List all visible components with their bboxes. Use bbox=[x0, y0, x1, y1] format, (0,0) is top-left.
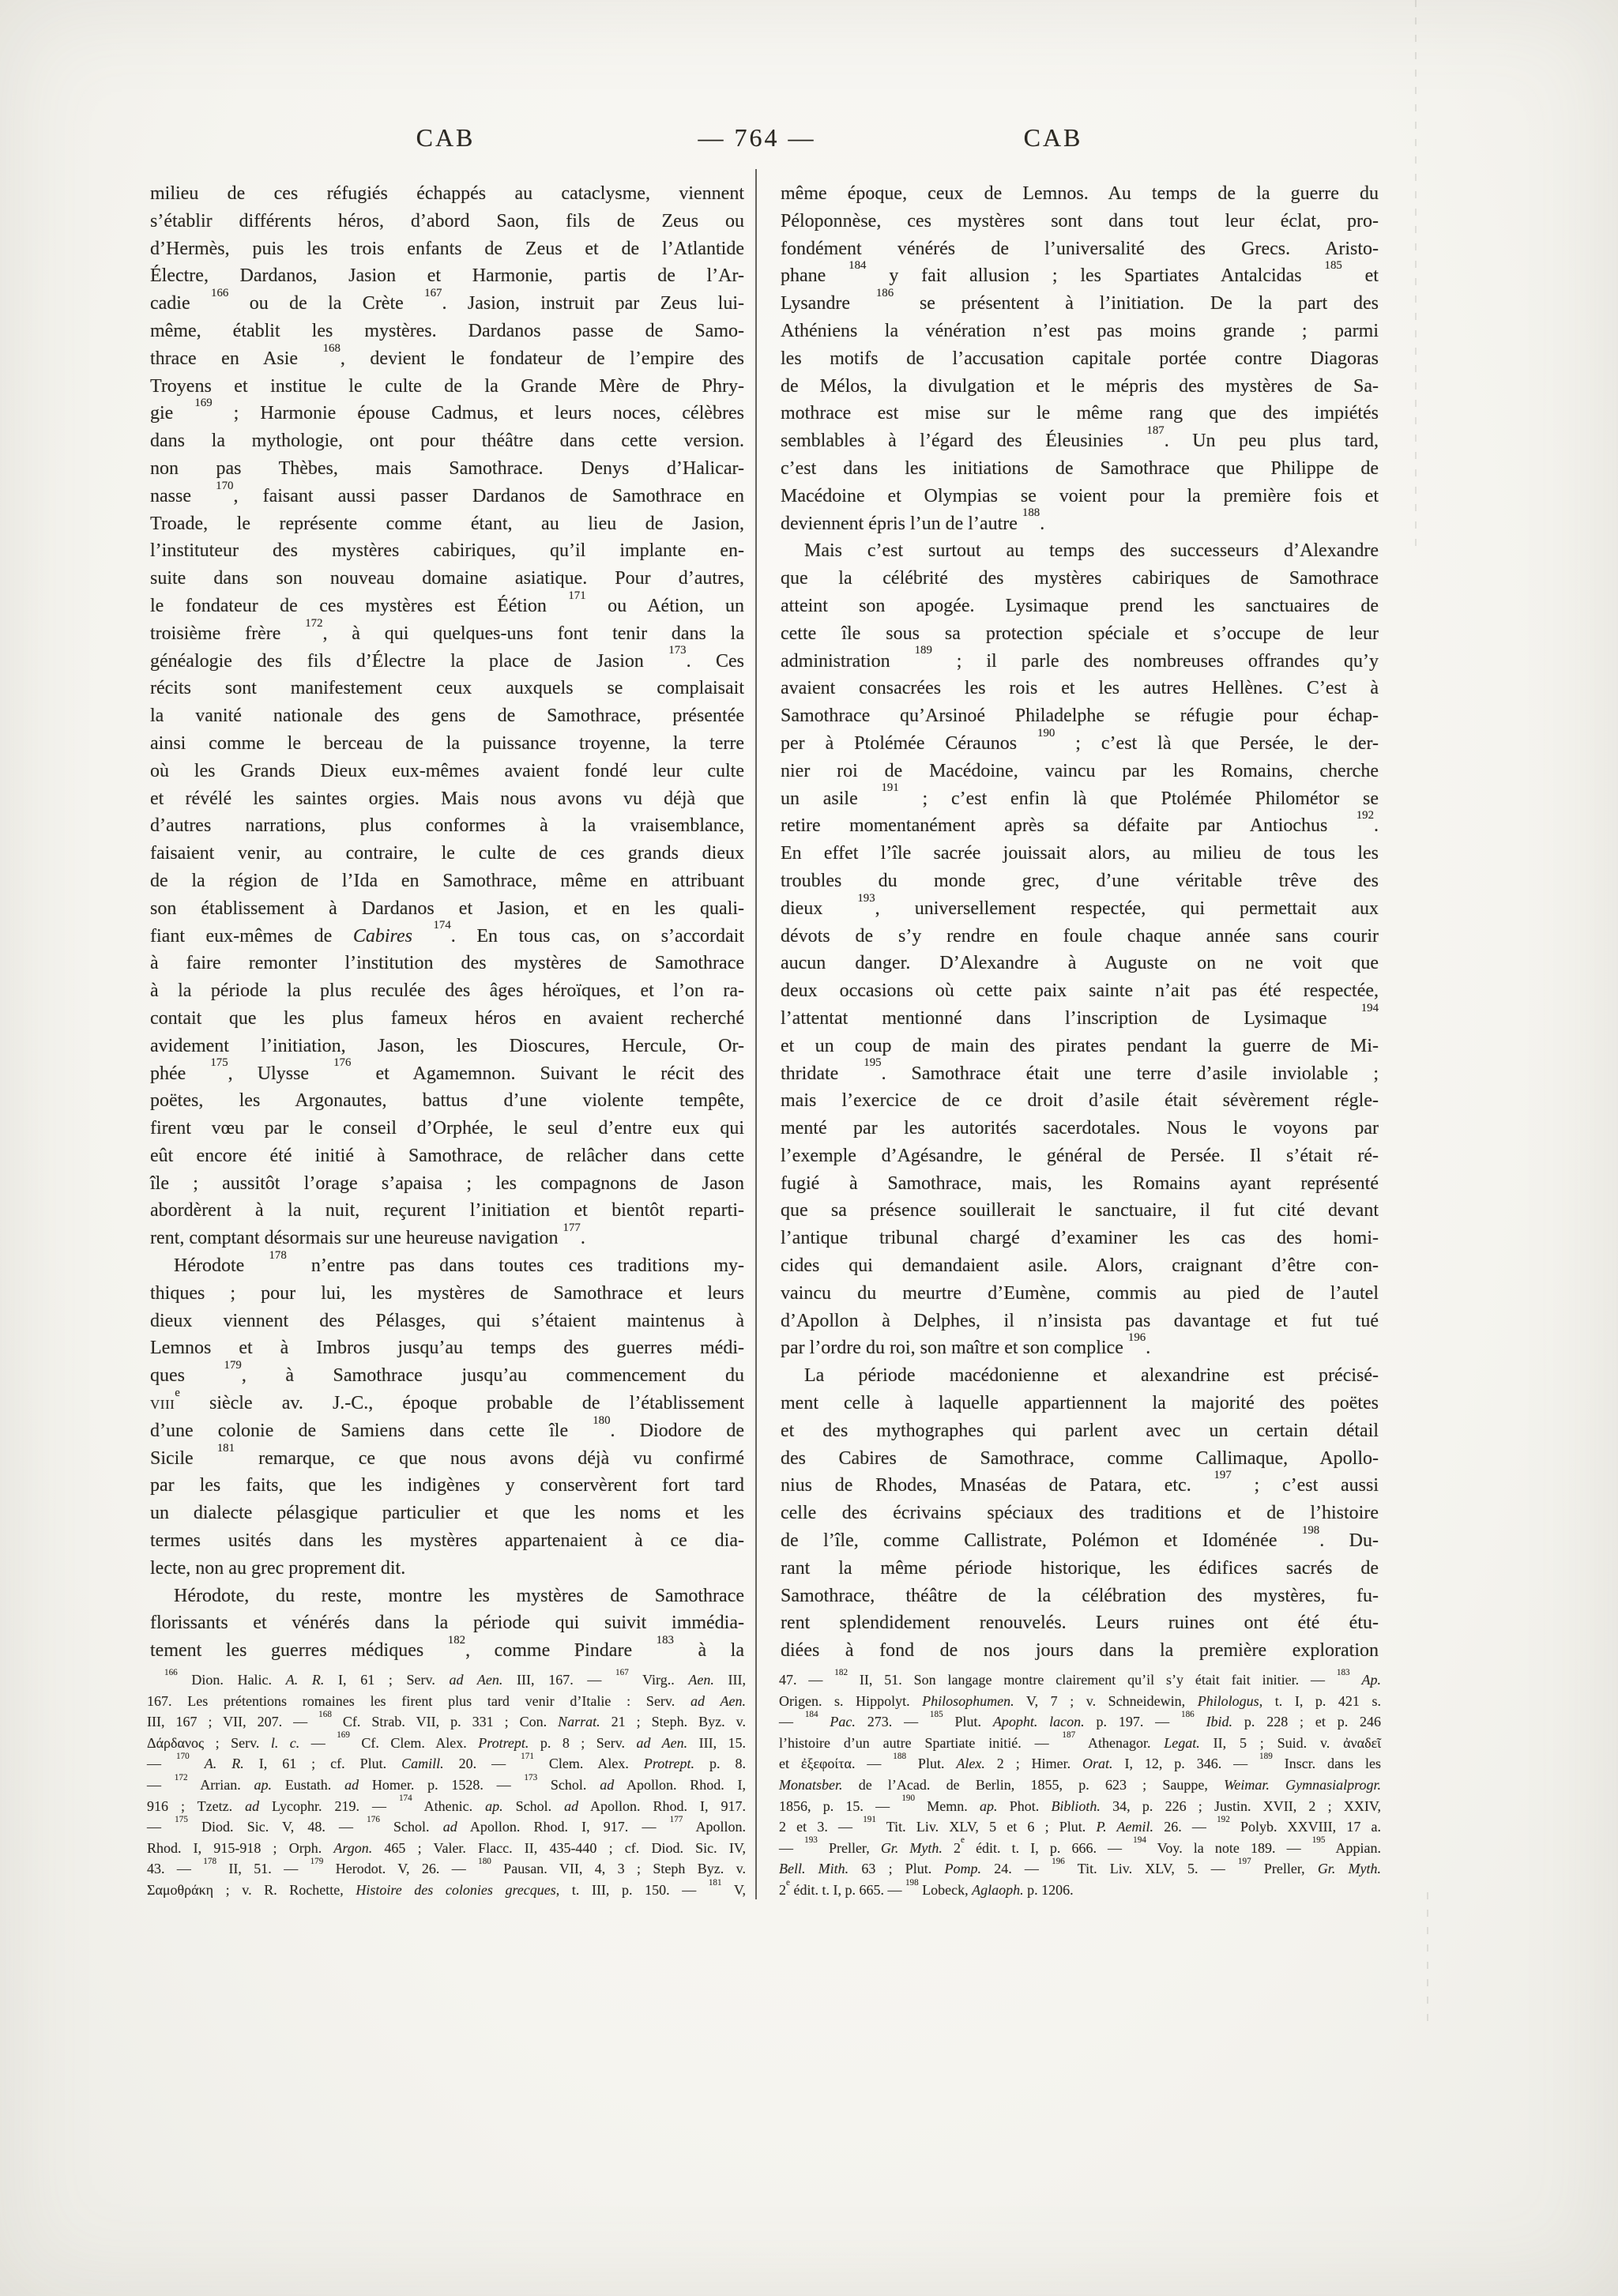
text-line: atteint son apogée. Lysimaque prend les sanctuaires de bbox=[781, 595, 1379, 616]
text-line: florissants et vénérés dans la période qui suivit immédia- bbox=[150, 1613, 744, 1634]
text-line: poëtes, les Argonautes, battus d’une violente tempête, bbox=[150, 1090, 744, 1112]
text-line: mothrace est mise sur le même rang que des impiétés bbox=[781, 403, 1379, 424]
text-line: où les Grands Dieux eux-mêmes avaient fondé leur culte bbox=[150, 760, 744, 781]
text-line: cette île sous sa protection spéciale et s’occupe de leur bbox=[781, 623, 1379, 644]
text-line: l’attentat mentionné dans l’inscription de Lysimaque $^{194}$ bbox=[781, 1001, 1379, 1029]
text-line: Athéniens la vénération n’est pas moins grande ; parmi bbox=[781, 320, 1379, 341]
text-line: que la célébrité des mystères cabiriques de Samothrace bbox=[781, 568, 1379, 589]
text-line: par les faits, que les indigènes y conservèrent fort tard bbox=[150, 1475, 744, 1496]
text-line: ainsi comme le berceau de la puissance troyenne, la terre bbox=[150, 732, 744, 754]
footnote-line: III, 167 ; VII, 207. — $^{168}$ Cf. Strab. VII, p. 331 ; Con. Narrat. 21 ; Steph. Byz. v. bbox=[147, 1709, 746, 1730]
text-line: île ; aussitôt l’orage s’apaisa ; les compagnons de Jason bbox=[150, 1172, 744, 1194]
text-line: et un coup de main des pirates pendant la guerre de Mi- bbox=[781, 1035, 1379, 1056]
text-line: avaient consacrées les rois et les autres Hellènes. C’est à bbox=[781, 678, 1379, 699]
text-line: firent vœu par le conseil d’Orphée, le seul d’entre eux qui bbox=[150, 1118, 744, 1139]
text-line: non pas Thèbes, mais Samothrace. Denys d’Halicar- bbox=[150, 457, 744, 479]
text-line: mais l’exercice de ce droit d’asile était sévèrement régle- bbox=[781, 1090, 1379, 1112]
text-line: Mais c’est surtout au temps des successeurs d’Alexandre bbox=[804, 540, 1379, 562]
footnote-line: Rhod. I, 915-918 ; Orph. Argon. 465 ; Valer. Flacc. II, 435-440 ; cf. Diod. Sic. IV, bbox=[147, 1839, 746, 1856]
text-line: Samothrace qu’Arsinoé Philadelphe se réfugie pour échap- bbox=[781, 706, 1379, 727]
text-line: l’antique tribunal chargé d’examiner les cas des homi- bbox=[781, 1228, 1379, 1249]
text-line: thridate $^{195}$. Samothrace était une terre d’asile inviolable ; bbox=[781, 1056, 1379, 1084]
text-line: phée $^{175}$, Ulysse $^{176}$ et Agamemnon. Suivant le récit des bbox=[150, 1056, 744, 1084]
text-line: que sa présence souillerait le sanctuaire, il fut cité devant bbox=[781, 1200, 1379, 1221]
text-line: s’établir différents héros, d’abord Saon, fils de Zeus ou bbox=[150, 210, 744, 231]
text-line: ment celle à laquelle appartiennent la majorité des poëtes bbox=[781, 1393, 1379, 1414]
text-line: Électre, Dardanos, Jasion et Harmonie, partis de l’Ar- bbox=[150, 265, 744, 287]
text-line: Hérodote $^{178}$ n’entre pas dans toutes ces traditions my- bbox=[174, 1248, 745, 1277]
text-line: à la période la plus reculée des âges héroïques, et l’on ra- bbox=[150, 981, 744, 1002]
text-line: phane $^{184}$ y fait allusion ; les Spartiates Antalcidas $^{185}$ et bbox=[781, 259, 1379, 287]
text-line: de la région de l’Ida en Samothrace, même en attribuant bbox=[150, 870, 744, 891]
text-line: fondément vénérés de l’universalité des Grecs. Aristo- bbox=[781, 238, 1379, 259]
right-column bbox=[781, 180, 1379, 1665]
text-line: deviennent épris l’un de l’autre $^{188}$. bbox=[781, 506, 1045, 534]
text-line: d’autres narrations, plus conformes à la vraisemblance, bbox=[150, 815, 744, 837]
text-line: l’exemple d’Agésandre, le général de Persée. Il s’était ré- bbox=[781, 1145, 1379, 1166]
text-line: avidement l’initiation, Jason, les Dioscures, Hercule, Or- bbox=[150, 1035, 744, 1056]
text-line: les motifs de l’accusation capitale portée contre Diagoras bbox=[781, 348, 1379, 369]
text-line: récits sont manifestement ceux auxquels se complaisait bbox=[150, 678, 744, 699]
right-footnotes bbox=[779, 1669, 1381, 1901]
footnote-line: 1856, p. 15. — $^{190}$ Memn. ap. Phot. Biblioth. 34, p. 226 ; Justin. XVII, 2 ; XXIV, bbox=[779, 1794, 1382, 1814]
text-line: La période macédonienne et alexandrine est précisé- bbox=[804, 1365, 1379, 1387]
text-line: celle des écrivains spéciaux des traditions et de l’histoire bbox=[781, 1503, 1379, 1524]
text-line: Troyens et institue le culte de la Grande Mère de Phry- bbox=[150, 375, 744, 397]
text-line: dans la mythologie, ont pour théâtre dans cette version. bbox=[150, 431, 744, 452]
text-line: semblables à l’égard des Éleusinies $^{187}$. Un peu plus tard, bbox=[781, 424, 1379, 452]
text-line: thrace en Asie $^{168}$, devient le fondateur de l’empire des bbox=[150, 341, 745, 369]
text-line: par l’ordre du roi, son maître et son complice $^{196}$. bbox=[781, 1331, 1151, 1359]
text-line: lecte, non au grec proprement dit. bbox=[150, 1557, 406, 1579]
text-line: Samothrace, théâtre de la célébration des mystères, fu- bbox=[781, 1585, 1379, 1606]
footnote-line: — $^{170}$ A. R. I, 61 ; cf. Plut. Camill. 20. — $^{171}$ Clem. Alex. Protrept. p. 8. bbox=[147, 1752, 747, 1772]
footnote-line: 47. — $^{182}$ II, 51. Son langage montre clairement qu’il s’y était fait initier. — $^{183}$ Ap. bbox=[779, 1667, 1382, 1688]
text-line: d’Apollon à Delphes, il n’insista pas davantage et fut tué bbox=[781, 1310, 1379, 1331]
text-line: Lysandre $^{186}$ se présentent à l’initiation. De la part des bbox=[781, 287, 1379, 314]
footnote-line: 43. — $^{178}$ II, 51. — $^{179}$ Herodot. V, 26. — $^{180}$ Pausan. VII, 4, 3 ; Steph Byz. v. bbox=[147, 1857, 747, 1877]
text-line: menté par les autorités sacerdotales. Nous le voyons par bbox=[781, 1118, 1379, 1139]
footnote-line: Σαμοθράκη ; v. R. Rochette, Histoire des colonies grecques, t. III, p. 150. — $^{181}$ V, bbox=[147, 1877, 746, 1898]
footnote-line: Δάρδανος ; Serv. l. c. — $^{169}$ Cf. Clem. Alex. Protrept. p. 8 ; Serv. ad Aen. III, 15. bbox=[147, 1730, 747, 1751]
text-line: milieu de ces réfugiés échappés au cataclysme, viennent bbox=[150, 183, 744, 204]
footnote-line: — $^{193}$ Preller, Gr. Myth. 2e édit. t. I, p. 666. — $^{194}$ Voy. la note 189. — $^{195}$ Appian. bbox=[779, 1835, 1382, 1856]
text-line: aucun danger. D’Alexandre à Auguste on ne voit que bbox=[781, 953, 1379, 974]
text-line: contait que les plus fameux héros en avaient recherché bbox=[150, 1007, 744, 1029]
scan-artifact-bottom bbox=[1427, 1892, 1428, 2031]
text-line: Péloponnèse, ces mystères sont dans tout leur éclat, pro- bbox=[781, 210, 1379, 231]
text-line: fiant eux-mêmes de Cabires $^{174}$. En tous cas, on s’accordait bbox=[150, 919, 744, 947]
text-line: rent splendidement renouvelés. Leurs ruines ont été étu- bbox=[781, 1613, 1379, 1634]
text-line: gie $^{169}$ ; Harmonie épouse Cadmus, et leurs noces, célèbres bbox=[150, 397, 744, 424]
footnote-line: 167. Les prétentions romaines les firent plus tard venir d’Italie : Serv. ad Aen. bbox=[147, 1692, 746, 1709]
text-line: rant la même période historique, les édifices sacrés de bbox=[781, 1557, 1379, 1579]
footnote-line: 916 ; Tzetz. ad Lycophr. 219. — $^{174}$ Athenic. ap. Schol. ad Apollon. Rhod. I, 917. bbox=[147, 1794, 746, 1814]
text-line: dévots de s’y rendre en foule chaque année sans courir bbox=[781, 925, 1379, 947]
text-line: généalogie des fils d’Électre la place de Jasion $^{173}$. Ces bbox=[150, 644, 745, 672]
footnote-line: — $^{184}$ Pac. 273. — $^{185}$ Plut. Apopht. lacon. p. 197. — $^{186}$ Ibid. p. 228 ; et p. 246 bbox=[779, 1709, 1382, 1730]
text-line: c’est dans les initiations de Samothrace que Philippe de bbox=[781, 457, 1379, 479]
text-line: de Mélos, la divulgation et le mépris des mystères de Sa- bbox=[781, 375, 1379, 397]
footnote-line: — $^{175}$ Diod. Sic. V, 48. — $^{176}$ Schol. ad Apollon. Rhod. I, 917. — $^{177}$ Apollon. bbox=[147, 1814, 747, 1835]
text-line: Sicile $^{181}$ remarque, ce que nous avons déjà vu confirmé bbox=[150, 1441, 744, 1469]
left-column bbox=[150, 180, 744, 1665]
text-line: d’une colonie de Samiens dans cette île $^{180}$. Diodore de bbox=[150, 1413, 744, 1441]
text-line: Macédoine et Olympias se voient pour la première fois et bbox=[781, 485, 1379, 506]
footnote-line: 2e édit. t. I, p. 665. — $^{198}$ Lobeck, Aglaoph. p. 1206. bbox=[779, 1877, 1074, 1898]
text-line: nius de Rhodes, Mnaséas de Patara, etc. $^{197}$ ; c’est aussi bbox=[781, 1469, 1379, 1496]
text-line: abordèrent à la nuit, reçurent l’initiation et bientôt reparti- bbox=[150, 1200, 744, 1221]
text-line: son établissement à Dardanos et Jasion, et en les quali- bbox=[150, 898, 744, 919]
footnote-line: Monatsber. de l’Acad. de Berlin, 1855, p. 623 ; Sauppe, Weimar. Gymnasialprogr. bbox=[779, 1776, 1381, 1793]
footnote-line: Bell. Mith. 63 ; Plut. Pomp. 24. — $^{196}$ Tit. Liv. XLV, 5. — $^{197}$ Preller, Gr. Myth. bbox=[779, 1857, 1382, 1877]
text-line: viii$^e$ siècle av. J.-C., époque probable de l’établissement bbox=[150, 1386, 744, 1414]
text-line: faisaient venir, au contraire, le culte de ces grands dieux bbox=[150, 843, 744, 864]
text-line: tement les guerres médiques $^{182}$, comme Pindare $^{183}$ à la bbox=[150, 1634, 745, 1662]
text-line: administration $^{189}$ ; il parle des nombreuses offrandes qu’y bbox=[781, 644, 1379, 672]
text-line: cadie $^{166}$ ou de la Crète $^{167}$. Jasion, instruit par Zeus lui- bbox=[150, 287, 745, 314]
text-line: dieux viennent des Pélasges, qui s’étaient maintenus à bbox=[150, 1310, 744, 1331]
text-line: Lemnos et à Imbros jusqu’au temps des guerres médi- bbox=[150, 1338, 744, 1359]
text-line: deux occasions où cette paix sainte n’ait pas été respectée, bbox=[781, 981, 1379, 1002]
text-line: ques $^{179}$, à Samothrace jusqu’au commencement du bbox=[150, 1359, 744, 1387]
text-line: la vanité nationale des gens de Samothrace, présentée bbox=[150, 706, 744, 727]
text-line: suite dans son nouveau domaine asiatique. Pour d’autres, bbox=[150, 568, 744, 589]
running-title-right: CAB bbox=[1023, 123, 1083, 152]
text-line: En effet l’île sacrée jouissait alors, au milieu de tous les bbox=[781, 843, 1379, 864]
text-line: dieux $^{193}$, universellement respectée, qui permettait aux bbox=[781, 891, 1379, 919]
text-line: Troade, le représente comme étant, au lieu de Jasion, bbox=[150, 513, 744, 534]
text-line: et révélé les saintes orgies. Mais nous avons vu déjà que bbox=[150, 788, 744, 809]
text-line: vaincu du meurtre d’Eumène, commis au pied de l’autel bbox=[781, 1282, 1379, 1304]
text-line: per à Ptolémée Céraunos $^{190}$ ; c’est là que Persée, le der- bbox=[781, 726, 1379, 754]
text-line: retire momentanément après sa défaite par Antiochus $^{192}$. bbox=[781, 809, 1379, 837]
text-line: termes usités dans les mystères appartenaient à ce dia- bbox=[150, 1530, 744, 1552]
text-line: rent, comptant désormais sur une heureuse navigation $^{177}$. bbox=[150, 1221, 585, 1249]
footnote-line: 2 et 3. — $^{191}$ Tit. Liv. XLV, 5 et 6 ; Plut. P. Aemil. 26. — $^{192}$ Polyb. XXVIII, 17 a. bbox=[779, 1814, 1382, 1835]
text-line: le fondateur de ces mystères est Éétion $^{171}$ ou Aétion, un bbox=[150, 589, 744, 616]
text-line: thiques ; pour lui, les mystères de Samothrace et leurs bbox=[150, 1282, 744, 1304]
footnote-line: Origen. s. Hippolyt. Philosophumen. V, 7 ; v. Schneidewin, Philologus, t. I, p. 421 s. bbox=[779, 1692, 1381, 1709]
text-line: troubles du monde grec, d’une véritable trêve des bbox=[781, 870, 1379, 891]
text-line: troisième frère $^{172}$, à qui quelques-uns font tenir dans la bbox=[150, 616, 744, 644]
text-line: et des mythographes qui parlent avec un certain détail bbox=[781, 1420, 1379, 1441]
text-line: Hérodote, du reste, montre les mystères de Samothrace bbox=[174, 1585, 744, 1606]
text-line: l’instituteur des mystères cabiriques, qu’il implante en- bbox=[150, 540, 744, 562]
text-line: fugié à Samothrace, mais, les Romains ayant représenté bbox=[781, 1172, 1379, 1194]
text-line: d’Hermès, puis les trois enfants de Zeus et de l’Atlantide bbox=[150, 238, 744, 259]
text-line: même époque, ceux de Lemnos. Au temps de la guerre du bbox=[781, 183, 1379, 204]
text-line: nasse $^{170}$, faisant aussi passer Dardanos de Samothrace en bbox=[150, 479, 744, 506]
text-line: des Cabires de Samothrace, comme Callimaque, Apollo- bbox=[781, 1447, 1379, 1469]
text-line: de l’île, comme Callistrate, Polémon et Idoménée $^{198}$. Du- bbox=[781, 1523, 1379, 1552]
footnote-line: $^{166}$ Dion. Halic. A. R. I, 61 ; Serv. ad Aen. III, 167. — $^{167}$ Virg.. Aen. III, bbox=[164, 1667, 747, 1688]
text-line: un dialecte pélasgique particulier et que les noms et les bbox=[150, 1503, 744, 1524]
text-line: diées à fond de nos jours dans la première exploration bbox=[781, 1640, 1379, 1662]
text-line: eût encore été initié à Samothrace, de relâcher dans cette bbox=[150, 1145, 744, 1166]
footnote-line: l’histoire d’un autre Spartiate initié. — $^{187}$ Athenagor. Legat. II, 5 ; Suid. v. ἀναδεῖ bbox=[779, 1730, 1381, 1751]
text-line: un asile $^{191}$ ; c’est enfin là que Ptolémée Philométor se bbox=[781, 781, 1379, 809]
text-line: cides qui demandaient asile. Alors, craignant d’être con- bbox=[781, 1255, 1379, 1277]
running-title-left: CAB bbox=[416, 123, 476, 152]
left-footnotes bbox=[147, 1669, 746, 1901]
text-line: nier roi de Macédoine, vaincu par les Romains, cherche bbox=[781, 760, 1379, 781]
footnote-line: — $^{172}$ Arrian. ap. Eustath. ad Homer. p. 1528. — $^{173}$ Schol. ad Apollon. Rhod. I, bbox=[147, 1772, 747, 1793]
page-number: — 764 — bbox=[698, 123, 816, 152]
text-line: même, établit les mystères. Dardanos passe de Samo- bbox=[150, 320, 744, 341]
text-line: à faire remonter l’institution des mystères de Samothrace bbox=[150, 953, 744, 974]
column-divider bbox=[755, 169, 757, 1899]
footnote-line: et ἐξεφοίτα. — $^{188}$ Plut. Alex. 2 ; Himer. Orat. I, 12, p. 346. — $^{189}$ Inscr. dans les bbox=[779, 1752, 1382, 1772]
scan-artifact-top bbox=[1415, 0, 1417, 553]
